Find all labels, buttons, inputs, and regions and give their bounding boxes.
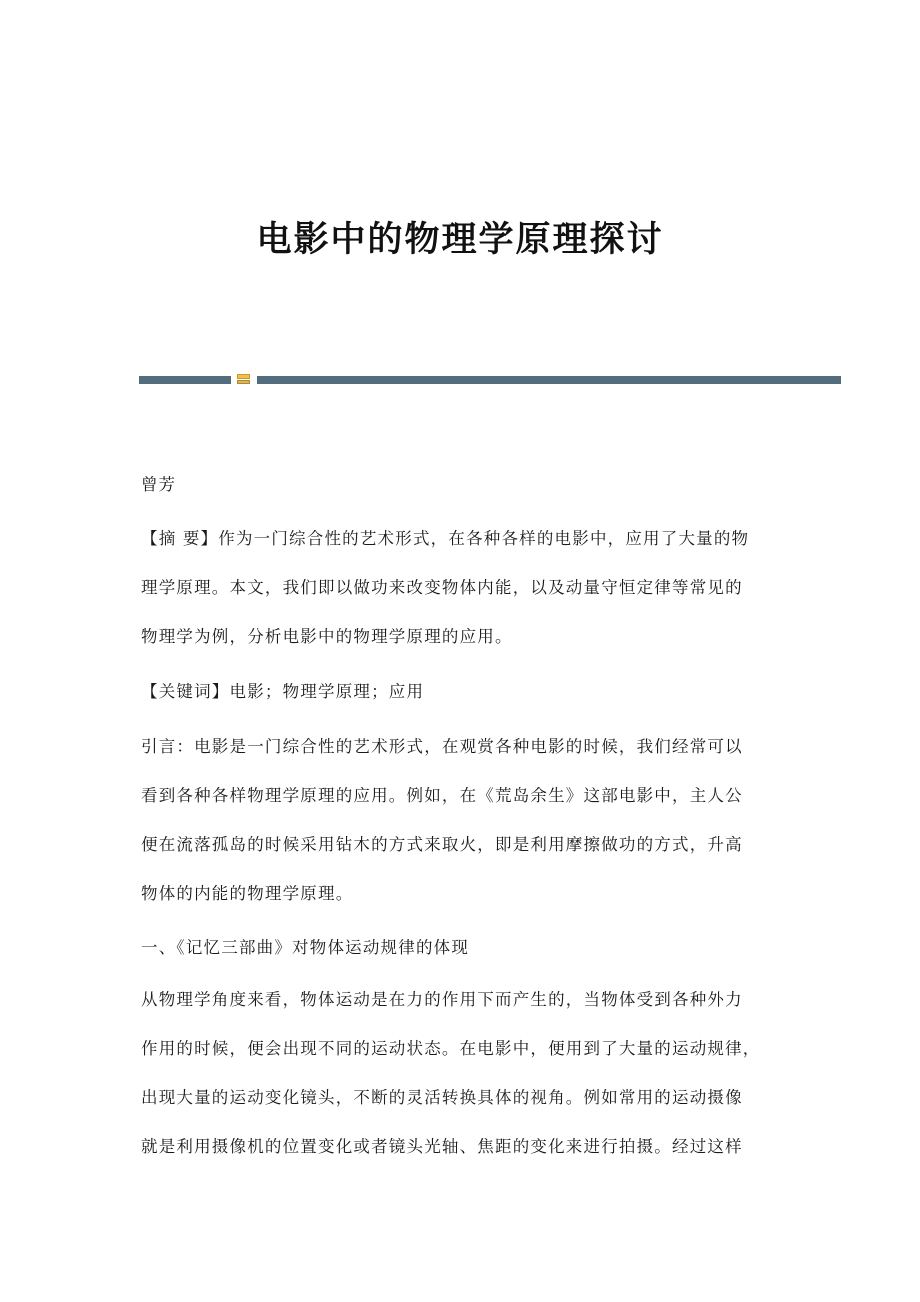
abstract-line: 物理学为例，分析电影中的物理学原理的应用。 <box>141 627 513 646</box>
intro-line: 看到各种各样物理学原理的应用。例如，在《荒岛余生》这部电影中，主人公 <box>141 786 743 805</box>
divider-emblem-icon <box>235 373 252 385</box>
divider-bar-right <box>257 376 841 384</box>
section1-heading <box>141 923 783 972</box>
section1-line: 从物理学角度来看，物体运动是在力的作用下而产生的，当物体受到各种外力 <box>141 990 743 1009</box>
abstract-paragraph <box>141 514 783 661</box>
abstract-line: 【摘 要】作为一门综合性的艺术形式，在各种各样的电影中，应用了大量的物 <box>141 529 750 548</box>
intro-line: 便在流落孤岛的时候采用钻木的方式来取火，即是利用摩擦做功的方式，升高 <box>141 835 743 854</box>
abstract-line: 理学原理。本文，我们即以做功来改变物体内能，以及动量守恒定律等常见的 <box>141 578 743 597</box>
intro-paragraph <box>141 722 783 918</box>
intro-line: 物体的内能的物理学原理。 <box>141 884 354 903</box>
title-divider <box>139 372 841 386</box>
keywords-paragraph <box>141 667 783 716</box>
section1-line: 出现大量的运动变化镜头，不断的灵活转换具体的视角。例如常用的运动摄像 <box>141 1088 743 1107</box>
keywords-line: 【关键词】电影；物理学原理；应用 <box>141 682 425 701</box>
author-name: 曾芳 <box>141 475 176 494</box>
section1-line: 作用的时候，便会出现不同的运动状态。在电影中，便用到了大量的运动规律， <box>141 1039 761 1058</box>
intro-line: 引言：电影是一门综合性的艺术形式，在观赏各种电影的时候，我们经常可以 <box>141 737 743 756</box>
section1-paragraph <box>141 975 783 1171</box>
divider-bar-left <box>139 376 231 384</box>
section1-line: 就是利用摄像机的位置变化或者镜头光轴、焦距的变化来进行拍摄。经过这样 <box>141 1137 743 1156</box>
page-title: 电影中的物理学原理探讨 <box>256 219 664 260</box>
section-heading: 一、《记忆三部曲》对物体运动规律的体现 <box>141 938 470 957</box>
